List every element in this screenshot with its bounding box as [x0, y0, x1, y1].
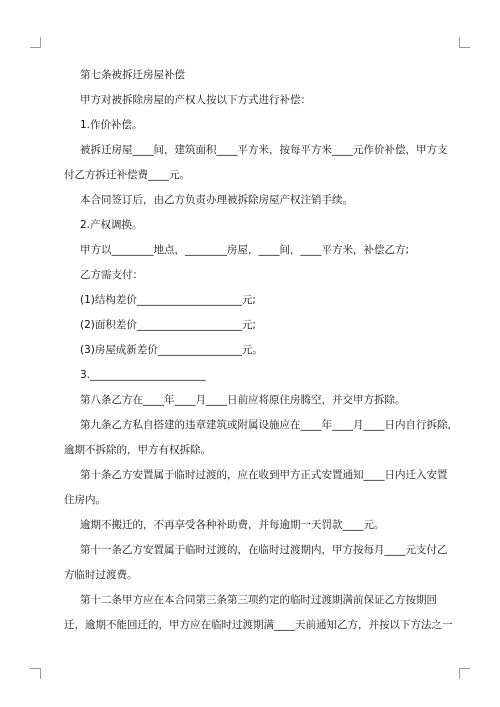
crop-mark-top-right	[459, 37, 470, 48]
line-structure-diff: (1)结构差价____________________元;	[80, 294, 256, 306]
line-article-10-cont: 住房内。	[64, 494, 106, 506]
line-article-9: 第九条乙方私自搭建的违章建筑或附属设施应在____年____月____日内自行拆除，	[80, 419, 458, 431]
line-article-8: 第八条乙方在____年____月____日前应将原住房腾空，并交甲方拆除。	[80, 394, 406, 406]
line-article-12-cont: 迁，逾期不能回迁的，甲方应在临时过渡期满____天前通知乙方，并按以下方法之一	[64, 619, 453, 631]
line-overdue-penalty: 逾期不搬迁的，不再享受各种补助费，并每逾期一天罚款____元。	[80, 519, 385, 531]
line-cancel-title: 本合同签订后，由乙方负责办理被拆除房屋产权注销手续。	[80, 194, 353, 206]
line-compensation-intro: 甲方对被拆除房屋的产权人按以下方式进行补偿：	[80, 94, 311, 106]
line-newness-diff: (3)房屋成新差价________________元。	[80, 344, 263, 356]
line-item-1-detail-cont: 付乙方拆迁补偿费____元。	[64, 169, 190, 181]
line-area-diff: (2)面积差价____________________元;	[80, 319, 256, 331]
document-body	[64, 63, 458, 638]
line-item-2-heading: 2.产权调换。	[80, 219, 143, 231]
line-article-10: 第十条乙方安置属于临时过渡的，应在收到甲方正式安置通知____日内迁入安置	[80, 469, 448, 481]
line-item-2-detail: 甲方以________地点，________房屋，____间，____平方米，补偿乙方;	[80, 244, 410, 256]
line-payment-intro: 乙方需支付：	[80, 269, 143, 281]
crop-mark-bottom-left	[30, 668, 41, 679]
line-article-11-cont: 方临时过渡费。	[64, 569, 138, 581]
line-item-1-detail: 被拆迁房屋____间，建筑面积____平方米，按每平方米____元作价补偿，甲方支	[80, 144, 448, 156]
line-article-11: 第十一条乙方安置属于临时过渡的，在临时过渡期内，甲方按每月____元支付乙	[80, 544, 448, 556]
line-article-7-title: 第七条被拆迁房屋补偿	[80, 69, 185, 81]
line-article-9-cont: 逾期不拆除的，甲方有权拆除。	[64, 444, 211, 456]
line-article-12: 第十二条甲方应在本合同第三条第三项约定的临时过渡期满前保证乙方按期回	[80, 594, 437, 606]
line-item-3: 3.______________________	[80, 369, 206, 381]
crop-mark-top-left	[30, 37, 41, 48]
line-item-1-heading: 1.作价补偿。	[80, 119, 143, 131]
crop-mark-bottom-right	[459, 668, 470, 679]
